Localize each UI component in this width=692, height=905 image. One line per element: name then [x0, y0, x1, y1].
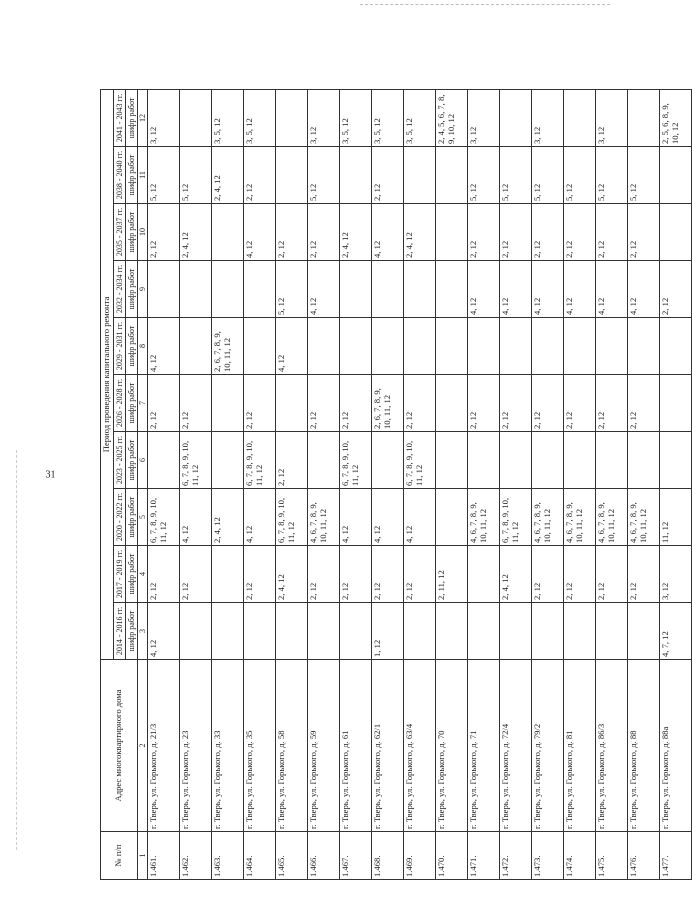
work-code-value: 2, 12 [500, 204, 532, 261]
table-row [500, 89, 532, 879]
work-code-value [500, 89, 532, 146]
work-code-value [340, 261, 372, 318]
work-code-value [564, 603, 596, 660]
work-code-value: 2, 4, 12 [500, 546, 532, 603]
column-index-cell: 12 [138, 89, 148, 146]
work-code-value: 5, 12 [596, 147, 628, 204]
table-row [148, 89, 180, 879]
work-code-value: 4, 6, 7, 8, 9, 10, 11, 12 [468, 489, 500, 546]
period-cell: 2029 - 2031 гг. [113, 318, 125, 375]
work-code-value: 2, 6, 7, 8, 9, 10, 11, 12 [212, 318, 244, 375]
rotated-page-content [45, 90, 681, 880]
work-code-value [660, 318, 692, 375]
work-code-value [596, 432, 628, 489]
work-code-value: 4, 12 [340, 489, 372, 546]
work-code-value [500, 603, 532, 660]
work-code-value: 4, 12 [500, 261, 532, 318]
period-cell: 2014 - 2016 гг. [113, 603, 125, 660]
work-code-value: 2, 12 [372, 546, 404, 603]
work-code-value [628, 603, 660, 660]
work-code-value [212, 261, 244, 318]
work-code-value: 3, 5, 12 [244, 89, 276, 146]
table-row [628, 89, 660, 879]
work-code-value: 5, 12 [564, 147, 596, 204]
work-code-value: 2, 12 [340, 375, 372, 432]
work-code-value [212, 546, 244, 603]
work-code-value: 2, 12 [276, 204, 308, 261]
work-code-value [308, 318, 340, 375]
work-code-value: 3, 12 [148, 89, 180, 146]
row-number: 1.461. [148, 832, 180, 880]
row-address: г. Тверь, ул. Горького, д. 61 [340, 660, 372, 832]
work-code-value: 2, 5, 6, 8, 9, 10, 12 [660, 89, 692, 146]
column-index-cell: 3 [138, 603, 148, 660]
row-number: 1.468. [372, 832, 404, 880]
work-code-value: 6, 7, 8, 9, 10, 11, 12 [404, 432, 436, 489]
column-index-cell: 1 [138, 832, 148, 880]
work-code-value [404, 261, 436, 318]
scan-artifact-marks [360, 4, 610, 7]
table-row [372, 89, 404, 879]
work-code-value [436, 489, 468, 546]
work-code-value [564, 89, 596, 146]
work-code-value [436, 204, 468, 261]
row-number: 1.464. [244, 832, 276, 880]
work-code-value: 4, 12 [244, 204, 276, 261]
work-code-value: 5, 12 [276, 261, 308, 318]
work-code-cell: шифр работ [126, 318, 138, 375]
work-code-value: 4, 12 [308, 261, 340, 318]
work-code-value [180, 261, 212, 318]
column-index-cell: 10 [138, 204, 148, 261]
work-code-value [276, 603, 308, 660]
work-code-cell: шифр работ [126, 147, 138, 204]
work-code-cell: шифр работ [126, 375, 138, 432]
table-row [436, 89, 468, 879]
table-row [596, 89, 628, 879]
work-code-value: 2, 11, 12 [436, 546, 468, 603]
work-code-value: 2, 12 [244, 546, 276, 603]
work-code-value: 2, 12 [308, 546, 340, 603]
capital-repair-schedule-table [100, 89, 692, 880]
row-number: 1.472. [500, 832, 532, 880]
work-code-value: 2, 12 [244, 375, 276, 432]
work-code-value [212, 432, 244, 489]
work-code-value: 4, 12 [532, 261, 564, 318]
work-code-value: 4, 12 [404, 489, 436, 546]
work-code-value: 4, 12 [372, 489, 404, 546]
column-index-cell: 11 [138, 147, 148, 204]
row-number: 1.463. [212, 832, 244, 880]
period-cell: 2038 - 2040 гг. [113, 147, 125, 204]
row-address: г. Тверь, ул. Горького, д. 35 [244, 660, 276, 832]
header-row-top [101, 89, 114, 879]
work-code-value: 2, 4, 12 [340, 204, 372, 261]
work-code-value: 3, 12 [532, 89, 564, 146]
work-code-value [628, 318, 660, 375]
period-cell: 2023 - 2025 гг. [113, 432, 125, 489]
row-number: 1.469. [404, 832, 436, 880]
work-code-value: 3, 12 [468, 89, 500, 146]
row-number: 1.475. [596, 832, 628, 880]
work-code-value [372, 432, 404, 489]
header-address: Адрес многоквартирного дома [101, 660, 138, 832]
column-index-cell: 5 [138, 489, 148, 546]
work-code-value [404, 147, 436, 204]
work-code-value: 2, 12 [596, 204, 628, 261]
work-code-value [340, 147, 372, 204]
work-code-value: 2, 12 [564, 204, 596, 261]
period-cell: 2035 - 2037 гг. [113, 204, 125, 261]
work-code-value: 2, 12 [180, 375, 212, 432]
row-address: г. Тверь, ул. Горького, д. 58 [276, 660, 308, 832]
work-code-value: 4, 6, 7, 8, 9, 10, 11, 12 [628, 489, 660, 546]
work-code-value: 3, 5, 12 [372, 89, 404, 146]
work-code-value [244, 603, 276, 660]
row-number: 1.474. [564, 832, 596, 880]
work-code-value: 11, 12 [660, 489, 692, 546]
work-code-value: 2, 4, 12 [404, 204, 436, 261]
work-code-cell: шифр работ [126, 489, 138, 546]
work-code-cell: шифр работ [126, 546, 138, 603]
work-code-value: 6, 7, 8, 9, 10, 11, 12 [180, 432, 212, 489]
work-code-value [180, 89, 212, 146]
row-number: 1.471. [468, 832, 500, 880]
work-code-value: 4, 12 [596, 261, 628, 318]
work-code-value: 2, 4, 12 [212, 489, 244, 546]
page-number: 31 [45, 469, 56, 481]
work-code-value [500, 432, 532, 489]
work-code-value [596, 318, 628, 375]
work-code-value: 2, 4, 5, 6, 7, 8, 9, 10, 12 [436, 89, 468, 146]
work-code-value: 4, 12 [628, 261, 660, 318]
work-code-value [308, 432, 340, 489]
row-address: г. Тверь, ул. Горького, д. 62/1 [372, 660, 404, 832]
work-code-value: 4, 12 [564, 261, 596, 318]
period-cell: 2020 - 2022 гг. [113, 489, 125, 546]
work-code-value: 2, 12 [308, 204, 340, 261]
row-address: г. Тверь, ул. Горького, д. 23 [180, 660, 212, 832]
work-code-value [404, 318, 436, 375]
row-address: г. Тверь, ул. Горького, д. 81 [564, 660, 596, 832]
work-code-value [468, 603, 500, 660]
work-code-value: 2, 12 [180, 546, 212, 603]
work-code-value: 6, 7, 8, 9, 10, 11, 12 [148, 489, 180, 546]
row-number: 1.462. [180, 832, 212, 880]
row-number: 1.476. [628, 832, 660, 880]
table-row [564, 89, 596, 879]
work-code-value: 2, 6, 7, 8, 9, 10, 11, 12 [372, 375, 404, 432]
work-code-value [628, 89, 660, 146]
work-code-value [436, 261, 468, 318]
work-code-value: 2, 4, 12 [212, 147, 244, 204]
work-code-value: 3, 5, 12 [404, 89, 436, 146]
work-code-value [468, 432, 500, 489]
row-address: г. Тверь, ул. Горького, д. 70 [436, 660, 468, 832]
row-address: г. Тверь, ул. Горького, д. 21/3 [148, 660, 180, 832]
work-code-value [276, 147, 308, 204]
work-code-value: 3, 12 [308, 89, 340, 146]
row-number: 1.473. [532, 832, 564, 880]
work-code-cell: шифр работ [126, 603, 138, 660]
work-code-value [660, 147, 692, 204]
work-code-value [436, 432, 468, 489]
work-code-value: 2, 12 [404, 546, 436, 603]
table-row [404, 89, 436, 879]
work-code-value: 5, 12 [468, 147, 500, 204]
work-code-value: 2, 12 [308, 375, 340, 432]
work-code-value [564, 432, 596, 489]
work-code-value [468, 546, 500, 603]
work-code-value: 2, 12 [596, 546, 628, 603]
work-code-value: 2, 12 [500, 375, 532, 432]
row-address: г. Тверь, ул. Горького, д. 33 [212, 660, 244, 832]
work-code-value [532, 432, 564, 489]
work-code-value [468, 318, 500, 375]
work-code-value: 2, 12 [564, 546, 596, 603]
work-code-value: 2, 12 [372, 147, 404, 204]
work-code-value: 3, 5, 12 [340, 89, 372, 146]
work-code-value [308, 603, 340, 660]
work-code-value: 5, 12 [148, 147, 180, 204]
work-code-value: 2, 12 [468, 375, 500, 432]
work-code-value: 2, 4, 12 [276, 546, 308, 603]
work-code-value: 2, 12 [276, 432, 308, 489]
period-cell: 2017 - 2019 гг. [113, 546, 125, 603]
work-code-cell: шифр работ [126, 261, 138, 318]
work-code-value [660, 204, 692, 261]
column-index-cell: 6 [138, 432, 148, 489]
work-code-value [180, 318, 212, 375]
work-code-value [436, 147, 468, 204]
table-row [212, 89, 244, 879]
row-number: 1.470. [436, 832, 468, 880]
work-code-value: 4, 6, 7, 8, 9, 10, 11, 12 [596, 489, 628, 546]
work-code-value [660, 375, 692, 432]
table-row [244, 89, 276, 879]
row-number: 1.477. [660, 832, 692, 880]
row-address: г. Тверь, ул. Горького, д. 59 [308, 660, 340, 832]
period-cell: 2026 - 2028 гг. [113, 375, 125, 432]
work-code-value: 2, 12 [148, 204, 180, 261]
work-code-value [148, 432, 180, 489]
work-code-value: 2, 4, 12 [180, 204, 212, 261]
column-index-cell: 8 [138, 318, 148, 375]
work-code-value: 4, 6, 7, 8, 9, 10, 11, 12 [532, 489, 564, 546]
table-body [148, 89, 692, 879]
work-code-value [212, 603, 244, 660]
column-index-cell: 4 [138, 546, 148, 603]
scan-edge-marks [16, 450, 18, 850]
work-code-value: 5, 12 [628, 147, 660, 204]
work-code-value [212, 204, 244, 261]
work-code-value: 3, 5, 12 [212, 89, 244, 146]
work-code-value: 2, 12 [532, 375, 564, 432]
row-address: г. Тверь, ул. Горького, д. 71 [468, 660, 500, 832]
table-row [660, 89, 692, 879]
row-address: г. Тверь, ул. Горького, д. 79/2 [532, 660, 564, 832]
work-code-value [244, 261, 276, 318]
work-code-value [532, 318, 564, 375]
work-code-value [532, 603, 564, 660]
period-cell: 2041 - 2043 гг. [113, 89, 125, 146]
work-code-value: 4, 12 [180, 489, 212, 546]
work-code-value: 5, 12 [180, 147, 212, 204]
column-index-row [138, 89, 148, 879]
work-code-value [340, 603, 372, 660]
work-code-value [596, 603, 628, 660]
work-code-value: 4, 12 [276, 318, 308, 375]
row-number: 1.467. [340, 832, 372, 880]
work-code-value: 4, 6, 7, 8, 9, 10, 11, 12 [308, 489, 340, 546]
row-address: г. Тверь, ул. Горького, д. 88 [628, 660, 660, 832]
work-code-value [148, 261, 180, 318]
work-code-value: 1, 12 [372, 603, 404, 660]
work-code-value [244, 318, 276, 375]
table-row [276, 89, 308, 879]
work-code-value: 2, 12 [404, 375, 436, 432]
work-code-value [436, 603, 468, 660]
row-address: г. Тверь, ул. Горького, д. 88а [660, 660, 692, 832]
work-code-value: 5, 12 [308, 147, 340, 204]
work-code-value: 6, 7, 8, 9, 10, 11, 12 [340, 432, 372, 489]
work-code-value [436, 375, 468, 432]
work-code-value: 2, 12 [148, 546, 180, 603]
work-code-value: 2, 12 [628, 204, 660, 261]
work-code-value: 4, 12 [372, 204, 404, 261]
table-row [340, 89, 372, 879]
work-code-value [372, 318, 404, 375]
work-code-value: 4, 12 [468, 261, 500, 318]
period-cell: 2032 - 2034 гг. [113, 261, 125, 318]
work-code-value [372, 261, 404, 318]
work-code-value: 4, 7, 12 [660, 603, 692, 660]
work-code-value: 3, 12 [596, 89, 628, 146]
column-index-cell: 9 [138, 261, 148, 318]
work-code-value: 2, 12 [532, 204, 564, 261]
work-code-value: 2, 12 [628, 546, 660, 603]
work-code-value [276, 89, 308, 146]
work-code-value [628, 432, 660, 489]
work-code-value [276, 375, 308, 432]
row-address: г. Тверь, ул. Горького, д. 72/4 [500, 660, 532, 832]
work-code-value: 6, 7, 8, 9, 10, 11, 12 [500, 489, 532, 546]
row-number: 1.465. [276, 832, 308, 880]
work-code-value [180, 603, 212, 660]
table-row [532, 89, 564, 879]
work-code-value [212, 375, 244, 432]
work-code-value [340, 318, 372, 375]
column-index-cell: 7 [138, 375, 148, 432]
work-code-value: 5, 12 [532, 147, 564, 204]
work-code-value: 2, 12 [660, 261, 692, 318]
work-code-value [500, 318, 532, 375]
work-code-cell: шифр работ [126, 89, 138, 146]
work-code-value: 6, 7, 8, 9, 10, 11, 12 [244, 432, 276, 489]
work-code-value: 2, 12 [564, 375, 596, 432]
work-code-value: 4, 12 [148, 603, 180, 660]
work-code-cell: шифр работ [126, 204, 138, 261]
work-code-value: 2, 12 [244, 147, 276, 204]
work-code-value [564, 318, 596, 375]
work-code-value [436, 318, 468, 375]
work-code-value [660, 432, 692, 489]
work-code-value: 2, 12 [148, 375, 180, 432]
row-address: г. Тверь, ул. Горького, д. 63/4 [404, 660, 436, 832]
work-code-value: 2, 12 [532, 546, 564, 603]
column-index-cell: 2 [138, 660, 148, 832]
work-code-value: 2, 12 [596, 375, 628, 432]
header-num: № п/п [101, 832, 138, 880]
work-code-value: 4, 12 [148, 318, 180, 375]
table-row [180, 89, 212, 879]
work-code-cell: шифр работ [126, 432, 138, 489]
work-code-value [404, 603, 436, 660]
row-address: г. Тверь, ул. Горького, д. 86/3 [596, 660, 628, 832]
work-code-value: 2, 12 [340, 546, 372, 603]
table-row [468, 89, 500, 879]
work-code-value: 4, 6, 7, 8, 9, 10, 11, 12 [564, 489, 596, 546]
work-code-value: 2, 12 [468, 204, 500, 261]
table-row [308, 89, 340, 879]
work-code-value: 4, 12 [244, 489, 276, 546]
header-period: Период проведения капитального ремонта [101, 89, 114, 659]
row-number: 1.466. [308, 832, 340, 880]
work-code-value: 6, 7, 8, 9, 10, 11, 12 [276, 489, 308, 546]
work-code-value: 3, 12 [660, 546, 692, 603]
work-code-value: 5, 12 [500, 147, 532, 204]
work-code-value: 2, 12 [628, 375, 660, 432]
